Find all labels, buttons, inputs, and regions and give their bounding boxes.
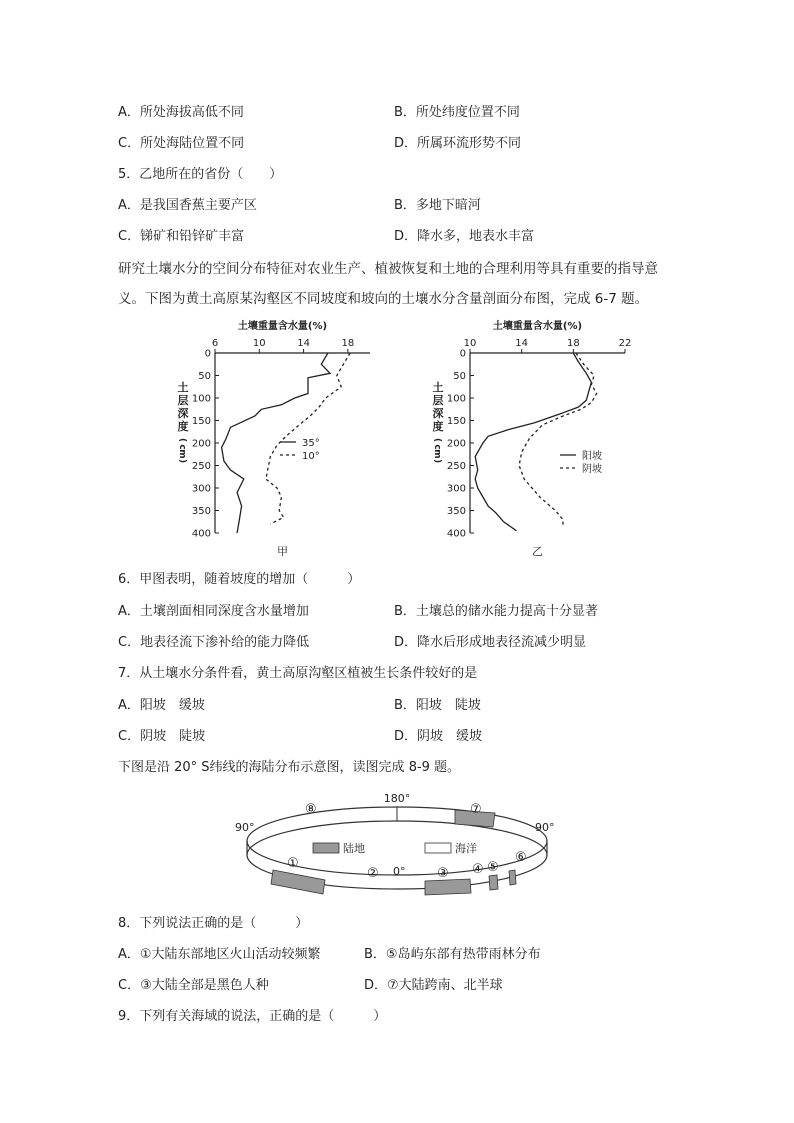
chart1-ylabel-char-6: m: [432, 449, 442, 459]
chart1-ytick-label-5: 250: [446, 461, 466, 472]
marker-5: ⑤: [487, 860, 499, 875]
q7-stem: 7．从土壤水分条件看，黄土高原沟壑区植被生长条件较好的是: [118, 666, 478, 681]
land-segment-3: [425, 879, 471, 895]
chart-jia: [160, 315, 390, 565]
latitude-ring-map: [225, 785, 570, 900]
chart1-ylabel-char-5: c: [432, 444, 442, 450]
chart0-caption: 甲: [277, 545, 288, 558]
q8-stem: 8．下列说法正确的是（ ）: [118, 916, 309, 931]
land-segment-1: [271, 870, 325, 894]
chart1-ytick-label-4: 200: [446, 438, 466, 450]
chart1-legend-label-0: 阳坡: [582, 451, 602, 462]
chart1-ytick-label-3: 150: [446, 416, 466, 427]
chart0-xtick-label-3: 18: [341, 338, 355, 349]
chart0-ytick-label-8: 400: [191, 528, 211, 540]
chart1-legend-label-1: 阴坡: [582, 464, 602, 475]
chart1-ytick-label-2: 100: [446, 393, 466, 405]
q4-option-a: A．所处海拔高低不同: [118, 105, 244, 120]
chart0-ylabel-char-7: ): [177, 458, 187, 464]
marker-8: ⑧: [305, 802, 317, 817]
q8-option-d: D．⑦大陆跨南、北半球: [364, 978, 503, 993]
q4-option-b: B．所处纬度位置不同: [394, 105, 520, 120]
chart1-caption: 乙: [532, 545, 543, 558]
q6-option-b: B．土壤总的储水能力提高十分显著: [394, 604, 598, 619]
q4-option-c: C．所处海陆位置不同: [118, 136, 245, 151]
chart0-ylabel-char-4: (: [177, 437, 187, 443]
q5-option-d: D．降水多，地表水丰富: [394, 229, 535, 244]
chart1-ylabel-char-7: ): [432, 458, 442, 464]
chart1-ytick-label-6: 300: [446, 483, 466, 495]
chart1-xtick-label-0: 10: [463, 338, 477, 349]
chart0-ytick-label-6: 300: [191, 483, 211, 495]
chart0-ytick-label-2: 100: [191, 393, 211, 405]
chart0-ylabel-char-2: 深: [177, 407, 189, 420]
label-0: 0°: [393, 865, 406, 878]
q8-option-c: C．③大陆全部是黑色人种: [118, 978, 269, 993]
q6-stem: 6．甲图表明，随着坡度的增加（ ）: [118, 572, 361, 587]
q5-option-a: A．是我国香蕉主要产区: [118, 198, 257, 213]
q9-stem: 9．下列有关海域的说法，正确的是（ ）: [118, 1009, 387, 1024]
chart-yi: [415, 315, 645, 565]
label-90-left: 90°: [235, 821, 255, 834]
chart1-ytick-label-7: 350: [446, 506, 466, 517]
q7-option-d: D．阴坡 缓坡: [394, 729, 483, 744]
chart0-ytick-label-4: 200: [191, 438, 211, 450]
chart0-ylabel-char-6: m: [177, 449, 187, 459]
q8-option-b: B．⑤岛屿东部有热带雨林分布: [364, 947, 541, 962]
chart0-xtick-label-2: 14: [297, 338, 310, 349]
land-segment-6: [509, 870, 516, 885]
chart0-ylabel-char-5: c: [177, 444, 187, 450]
chart0-ytick-label-5: 250: [191, 461, 211, 472]
chart0-ylabel-char-3: 度: [177, 420, 189, 433]
q8-option-a: A．①大陆东部地区火山活动较频繁: [118, 947, 321, 962]
legend-land-label: 陆地: [343, 842, 365, 855]
chart1-title: 土壤重量含水量(%): [492, 321, 583, 332]
q5-option-b: B．多地下暗河: [394, 198, 481, 213]
q6-option-a: A．土壤剖面相同深度含水量增加: [118, 604, 309, 619]
q7-option-a: A．阳坡 缓坡: [118, 698, 205, 713]
chart0-ylabel-char-0: 土: [177, 381, 189, 394]
marker-6: ⑥: [515, 850, 527, 865]
q4-option-d: D．所属环流形势不同: [394, 136, 522, 151]
chart1-series-0-line: [475, 353, 591, 531]
chart0-ytick-label-7: 350: [191, 506, 211, 517]
chart0-ytick-label-3: 150: [191, 416, 211, 427]
chart1-ytick-label-8: 400: [446, 528, 466, 540]
chart0-xtick-label-1: 10: [252, 338, 266, 349]
chart1-ylabel-char-2: 深: [432, 407, 444, 420]
chart1-ylabel-char-4: (: [432, 437, 442, 443]
q7-option-b: B．阳坡 陡坡: [394, 698, 481, 713]
marker-2: ②: [367, 866, 379, 881]
legend-ocean-label: 海洋: [455, 842, 477, 855]
label-180: 180°: [383, 792, 411, 805]
chart0-xtick-label-0: 6: [211, 338, 219, 349]
marker-4: ④: [472, 862, 484, 877]
chart1-ylabel-char-3: 度: [432, 420, 444, 433]
q7-option-c: C．阴坡 陡坡: [118, 729, 206, 744]
chart1-ylabel-char-0: 土: [432, 381, 444, 394]
chart1-ytick-label-1: 50: [453, 371, 466, 382]
land-segment-5: [489, 875, 498, 890]
marker-1: ①: [287, 856, 299, 871]
chart1-xtick-label-1: 14: [515, 338, 529, 349]
label-90-right: 90°: [535, 821, 555, 834]
q5-option-c: C．锑矿和铅锌矿丰富: [118, 229, 245, 244]
chart0-ytick-label-1: 50: [198, 371, 211, 382]
chart0-ytick-label-0: 0: [204, 348, 211, 360]
intro-67-line2: 义。下图为黄土高原某沟壑区不同坡度和坡向的土壤水分含量剖面分布图，完成 6-7 题。: [118, 291, 649, 307]
chart1-ytick-label-0: 0: [459, 348, 466, 360]
chart1-series-1-line: [519, 353, 597, 526]
chart1-xtick-label-3: 22: [618, 338, 632, 349]
chart0-title: 土壤重量含水量(%): [237, 321, 328, 332]
marker-7: ⑦: [470, 802, 482, 817]
intro-89: 下图是沿 20° S纬线的海陆分布示意图，读图完成 8-9 题。: [118, 760, 461, 775]
intro-67-line1: 研究土壤水分的空间分布特征对农业生产、植被恢复和土地的合理利用等具有重要的指导意: [118, 261, 658, 277]
chart0-legend-label-1: 10°: [302, 451, 320, 462]
marker-3: ③: [437, 866, 449, 881]
chart0-ylabel-char-1: 层: [177, 394, 189, 407]
legend-ocean-swatch: [425, 843, 451, 853]
chart0-legend-label-0: 35°: [302, 438, 320, 449]
legend-land-swatch: [313, 843, 339, 853]
chart1-ylabel-char-1: 层: [432, 394, 444, 407]
q6-option-d: D．降水后形成地表径流减少明显: [394, 635, 587, 650]
q5-stem: 5．乙地所在的省份（ ）: [118, 167, 283, 182]
chart1-xtick-label-2: 18: [566, 338, 580, 349]
q6-option-c: C．地表径流下渗补给的能力降低: [118, 635, 310, 650]
